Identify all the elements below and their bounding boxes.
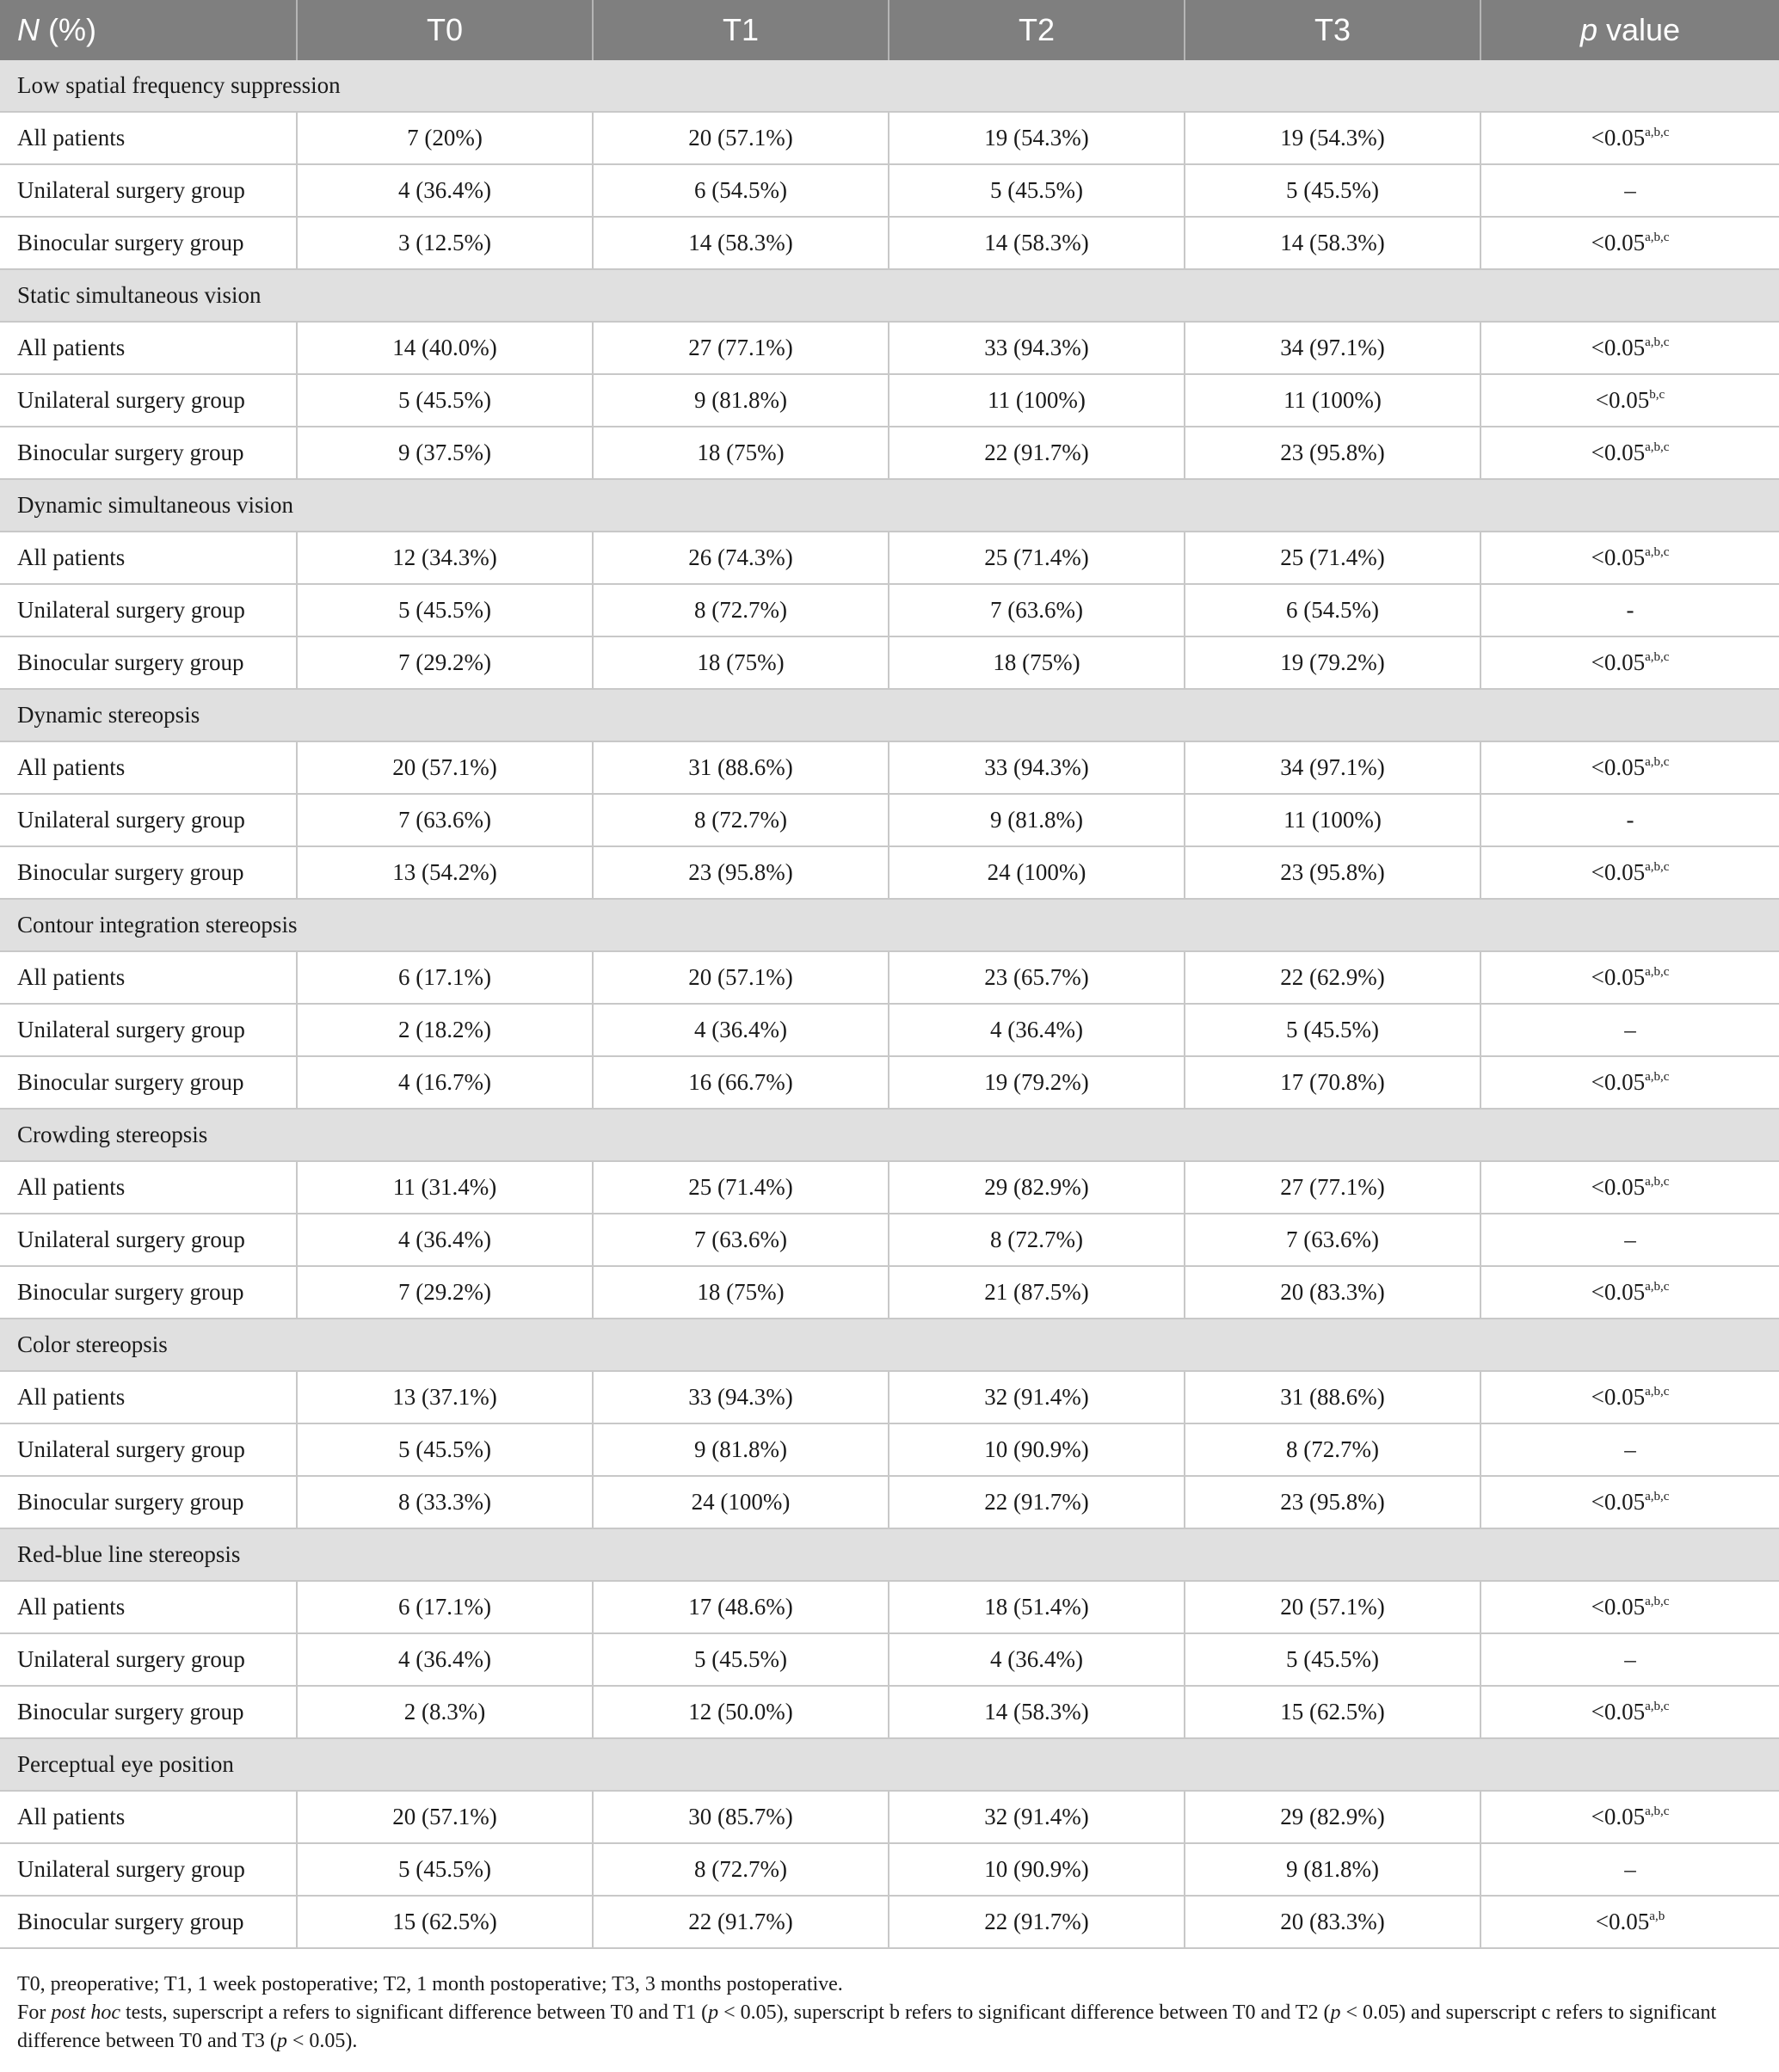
cell-p-value (1480, 584, 1779, 636)
p-value-text: <0.05 (1591, 1069, 1646, 1095)
cell-t0: 8 (33.3%) (297, 1476, 593, 1528)
table-header (0, 0, 1779, 60)
cell-t2: 25 (71.4%) (889, 532, 1185, 584)
p-value-superscript: a,b,c (1645, 860, 1670, 874)
row-label: Binocular surgery group (0, 1266, 297, 1319)
row-label: Unilateral surgery group (0, 374, 297, 427)
p-value-superscript: a,b,c (1645, 126, 1670, 139)
cell-t0: 5 (45.5%) (297, 584, 593, 636)
cell-t3: 20 (83.3%) (1185, 1266, 1480, 1319)
section-title: Dynamic simultaneous vision (0, 479, 1779, 532)
table-row (0, 1476, 1779, 1528)
section-row (0, 899, 1779, 951)
cell-t1: 27 (77.1%) (593, 322, 889, 374)
row-label: All patients (0, 322, 297, 374)
section-row (0, 1528, 1779, 1581)
p-value-text: <0.05 (1591, 649, 1646, 675)
row-label: Binocular surgery group (0, 1476, 297, 1528)
cell-p-value (1480, 1266, 1779, 1319)
cell-t3: 6 (54.5%) (1185, 584, 1480, 636)
section-row (0, 60, 1779, 112)
cell-t3: 5 (45.5%) (1185, 1004, 1480, 1056)
cell-t2: 29 (82.9%) (889, 1161, 1185, 1214)
cell-p-value (1480, 217, 1779, 269)
cell-p-value (1480, 427, 1779, 479)
cell-t2: 11 (100%) (889, 374, 1185, 427)
p-value-superscript: a,b,c (1645, 1595, 1670, 1608)
section-title: Low spatial frequency suppression (0, 60, 1779, 112)
cell-t1: 7 (63.6%) (593, 1214, 889, 1266)
cell-t0: 7 (63.6%) (297, 794, 593, 846)
table-row (0, 584, 1779, 636)
row-label: Binocular surgery group (0, 1686, 297, 1738)
cell-p-value (1480, 112, 1779, 164)
p-value-text: <0.05 (1595, 1909, 1650, 1934)
table-row (0, 1686, 1779, 1738)
cell-t0: 9 (37.5%) (297, 427, 593, 479)
footnote-italic: p (276, 2030, 287, 2052)
cell-t0: 5 (45.5%) (297, 1843, 593, 1896)
cell-t2: 32 (91.4%) (889, 1791, 1185, 1843)
cell-t3: 25 (71.4%) (1185, 532, 1480, 584)
cell-t0: 6 (17.1%) (297, 1581, 593, 1633)
cell-t1: 8 (72.7%) (593, 584, 889, 636)
p-value-text: – (1624, 1856, 1636, 1882)
p-value-superscript: a,b,c (1645, 335, 1670, 349)
cell-t1: 8 (72.7%) (593, 1843, 889, 1896)
p-value-text: <0.05 (1595, 387, 1650, 413)
p-value-superscript: b,c (1649, 388, 1665, 402)
cell-t3: 19 (79.2%) (1185, 636, 1480, 689)
section-title: Static simultaneous vision (0, 269, 1779, 322)
table-row (0, 1161, 1779, 1214)
p-value-text: <0.05 (1591, 1594, 1646, 1620)
cell-p-value (1480, 1371, 1779, 1423)
p-value-superscript: a,b,c (1645, 1070, 1670, 1084)
cell-t3: 27 (77.1%) (1185, 1161, 1480, 1214)
table-row (0, 741, 1779, 794)
cell-t0: 7 (20%) (297, 112, 593, 164)
table-row (0, 112, 1779, 164)
section-row (0, 1109, 1779, 1161)
table-footnotes (0, 1971, 1779, 2056)
cell-t2: 32 (91.4%) (889, 1371, 1185, 1423)
cell-t1: 31 (88.6%) (593, 741, 889, 794)
cell-t2: 14 (58.3%) (889, 1686, 1185, 1738)
row-label: All patients (0, 1581, 297, 1633)
section-row (0, 479, 1779, 532)
cell-t0: 4 (36.4%) (297, 1633, 593, 1686)
cell-t1: 23 (95.8%) (593, 846, 889, 899)
row-label: All patients (0, 112, 297, 164)
cell-p-value (1480, 1581, 1779, 1633)
cell-p-value (1480, 1791, 1779, 1843)
table-row (0, 532, 1779, 584)
cell-t3: 23 (95.8%) (1185, 846, 1480, 899)
cell-p-value (1480, 1056, 1779, 1109)
footnote-text: < 0.05), superscript b refers to significant difference between T0 and T2 ( (718, 2001, 1331, 2024)
row-label: Binocular surgery group (0, 427, 297, 479)
cell-p-value (1480, 322, 1779, 374)
footnote-italic: p (1330, 2001, 1341, 2024)
table-row (0, 1214, 1779, 1266)
cell-t1: 18 (75%) (593, 1266, 889, 1319)
row-label: Unilateral surgery group (0, 1004, 297, 1056)
row-label: Binocular surgery group (0, 217, 297, 269)
cell-t3: 29 (82.9%) (1185, 1791, 1480, 1843)
p-value-text: <0.05 (1591, 1489, 1646, 1515)
header-t3: T3 (1185, 0, 1480, 60)
cell-t1: 26 (74.3%) (593, 532, 889, 584)
p-value-superscript: a,b,c (1645, 1385, 1670, 1399)
cell-t2: 19 (79.2%) (889, 1056, 1185, 1109)
cell-p-value (1480, 1843, 1779, 1896)
row-label: Binocular surgery group (0, 846, 297, 899)
row-label: Unilateral surgery group (0, 794, 297, 846)
cell-p-value (1480, 636, 1779, 689)
p-value-superscript: a,b,c (1645, 440, 1670, 454)
cell-t3: 20 (83.3%) (1185, 1896, 1480, 1948)
cell-t2: 10 (90.9%) (889, 1843, 1185, 1896)
p-value-text: <0.05 (1591, 440, 1646, 465)
cell-t1: 18 (75%) (593, 427, 889, 479)
table-row (0, 1896, 1779, 1948)
cell-t0: 2 (18.2%) (297, 1004, 593, 1056)
cell-t2: 22 (91.7%) (889, 427, 1185, 479)
cell-t2: 4 (36.4%) (889, 1004, 1185, 1056)
row-label: All patients (0, 1161, 297, 1214)
p-value-superscript: a,b,c (1645, 650, 1670, 664)
cell-t0: 13 (54.2%) (297, 846, 593, 899)
cell-t2: 21 (87.5%) (889, 1266, 1185, 1319)
table-row (0, 846, 1779, 899)
table-row (0, 1423, 1779, 1476)
cell-t1: 9 (81.8%) (593, 1423, 889, 1476)
cell-t1: 25 (71.4%) (593, 1161, 889, 1214)
cell-t3: 14 (58.3%) (1185, 217, 1480, 269)
cell-t1: 33 (94.3%) (593, 1371, 889, 1423)
cell-t3: 20 (57.1%) (1185, 1581, 1480, 1633)
footnote-text: < 0.05). (286, 2030, 358, 2052)
table-row (0, 164, 1779, 217)
section-row (0, 269, 1779, 322)
row-label: Unilateral surgery group (0, 1214, 297, 1266)
row-label: Binocular surgery group (0, 1056, 297, 1109)
cell-p-value (1480, 1423, 1779, 1476)
row-label: Unilateral surgery group (0, 1633, 297, 1686)
cell-t0: 20 (57.1%) (297, 1791, 593, 1843)
p-value-superscript: a,b,c (1645, 755, 1670, 769)
row-label: Unilateral surgery group (0, 584, 297, 636)
p-value-text: <0.05 (1591, 1279, 1646, 1305)
cell-t1: 22 (91.7%) (593, 1896, 889, 1948)
p-value-text: - (1626, 807, 1634, 833)
p-value-text: <0.05 (1591, 125, 1646, 151)
cell-t0: 4 (16.7%) (297, 1056, 593, 1109)
cell-p-value (1480, 1633, 1779, 1686)
p-value-superscript: a,b (1649, 1909, 1665, 1923)
cell-t0: 7 (29.2%) (297, 1266, 593, 1319)
cell-t1: 18 (75%) (593, 636, 889, 689)
section-title: Red-blue line stereopsis (0, 1528, 1779, 1581)
cell-t0: 4 (36.4%) (297, 164, 593, 217)
cell-p-value (1480, 1161, 1779, 1214)
cell-t2: 4 (36.4%) (889, 1633, 1185, 1686)
header-p-suffix: value (1597, 12, 1681, 47)
section-title: Contour integration stereopsis (0, 899, 1779, 951)
p-value-superscript: a,b,c (1645, 965, 1670, 979)
cell-t2: 10 (90.9%) (889, 1423, 1185, 1476)
p-value-superscript: a,b,c (1645, 1280, 1670, 1294)
p-value-superscript: a,b,c (1645, 1700, 1670, 1713)
cell-t1: 4 (36.4%) (593, 1004, 889, 1056)
table-row (0, 1056, 1779, 1109)
section-title: Perceptual eye position (0, 1738, 1779, 1791)
header-n-italic: N (17, 12, 40, 47)
cell-t2: 22 (91.7%) (889, 1896, 1185, 1948)
p-value-text: <0.05 (1591, 1384, 1646, 1410)
cell-p-value (1480, 951, 1779, 1004)
cell-t2: 9 (81.8%) (889, 794, 1185, 846)
header-t0: T0 (297, 0, 593, 60)
table-row (0, 1371, 1779, 1423)
header-n-suffix: (%) (40, 12, 96, 47)
p-value-superscript: a,b,c (1645, 1175, 1670, 1189)
p-value-text: <0.05 (1591, 230, 1646, 255)
p-value-text: <0.05 (1591, 1804, 1646, 1829)
cell-t1: 5 (45.5%) (593, 1633, 889, 1686)
row-label: Unilateral surgery group (0, 1843, 297, 1896)
section-title: Dynamic stereopsis (0, 689, 1779, 741)
table-row (0, 951, 1779, 1004)
cell-t0: 5 (45.5%) (297, 1423, 593, 1476)
cell-t3: 34 (97.1%) (1185, 741, 1480, 794)
cell-t0: 20 (57.1%) (297, 741, 593, 794)
cell-t0: 5 (45.5%) (297, 374, 593, 427)
cell-t2: 19 (54.3%) (889, 112, 1185, 164)
cell-p-value (1480, 1214, 1779, 1266)
section-row (0, 1319, 1779, 1371)
cell-t2: 14 (58.3%) (889, 217, 1185, 269)
cell-t0: 14 (40.0%) (297, 322, 593, 374)
footnote-italic: p (708, 2001, 719, 2024)
cell-t1: 30 (85.7%) (593, 1791, 889, 1843)
p-value-text: – (1624, 1436, 1636, 1462)
cell-t0: 6 (17.1%) (297, 951, 593, 1004)
header-p-value (1480, 0, 1779, 60)
cell-p-value (1480, 1896, 1779, 1948)
header-t1: T1 (593, 0, 889, 60)
header-row (0, 0, 1779, 60)
cell-t3: 8 (72.7%) (1185, 1423, 1480, 1476)
cell-t3: 19 (54.3%) (1185, 112, 1480, 164)
cell-p-value (1480, 794, 1779, 846)
footnote-abbreviations: T0, preoperative; T1, 1 week postoperative; T2, 1 month postoperative; T3, 3 months postoperative. (17, 1973, 843, 1995)
p-value-superscript: a,b,c (1645, 545, 1670, 559)
cell-t0: 4 (36.4%) (297, 1214, 593, 1266)
cell-t2: 8 (72.7%) (889, 1214, 1185, 1266)
cell-t2: 22 (91.7%) (889, 1476, 1185, 1528)
cell-t3: 5 (45.5%) (1185, 1633, 1480, 1686)
cell-t1: 24 (100%) (593, 1476, 889, 1528)
cell-t1: 6 (54.5%) (593, 164, 889, 217)
row-label: All patients (0, 532, 297, 584)
cell-t3: 7 (63.6%) (1185, 1214, 1480, 1266)
header-p-italic: p (1579, 12, 1597, 47)
p-value-text: <0.05 (1591, 335, 1646, 360)
row-label: Binocular surgery group (0, 1896, 297, 1948)
cell-t3: 34 (97.1%) (1185, 322, 1480, 374)
cell-t0: 11 (31.4%) (297, 1161, 593, 1214)
cell-t0: 12 (34.3%) (297, 532, 593, 584)
cell-t2: 7 (63.6%) (889, 584, 1185, 636)
header-t2: T2 (889, 0, 1185, 60)
cell-t3: 23 (95.8%) (1185, 1476, 1480, 1528)
table-row (0, 217, 1779, 269)
cell-t1: 14 (58.3%) (593, 217, 889, 269)
cell-t1: 12 (50.0%) (593, 1686, 889, 1738)
cell-p-value (1480, 1476, 1779, 1528)
table-body (0, 60, 1779, 1948)
p-value-text: <0.05 (1591, 544, 1646, 570)
footnote-italic: post hoc (51, 2001, 121, 2024)
table-row (0, 1843, 1779, 1896)
p-value-text: – (1624, 1227, 1636, 1252)
cell-t2: 33 (94.3%) (889, 322, 1185, 374)
cell-p-value (1480, 164, 1779, 217)
row-label: All patients (0, 1371, 297, 1423)
p-value-superscript: a,b,c (1645, 1805, 1670, 1818)
p-value-text: – (1624, 177, 1636, 203)
cell-t2: 18 (75%) (889, 636, 1185, 689)
p-value-text: <0.05 (1591, 754, 1646, 780)
cell-t2: 23 (65.7%) (889, 951, 1185, 1004)
table-row (0, 1791, 1779, 1843)
cell-p-value (1480, 374, 1779, 427)
cell-t2: 18 (51.4%) (889, 1581, 1185, 1633)
row-label: All patients (0, 741, 297, 794)
cell-p-value (1480, 1686, 1779, 1738)
footnote-post-hoc (17, 1999, 1779, 2056)
p-value-text: <0.05 (1591, 964, 1646, 990)
row-label: All patients (0, 951, 297, 1004)
cell-t3: 22 (62.9%) (1185, 951, 1480, 1004)
footnote-text: tests, superscript a refers to significant difference between T0 and T1 ( (120, 2001, 709, 2024)
cell-t0: 13 (37.1%) (297, 1371, 593, 1423)
table-row (0, 636, 1779, 689)
cell-t2: 5 (45.5%) (889, 164, 1185, 217)
cell-t1: 9 (81.8%) (593, 374, 889, 427)
footnote-text: For (17, 2001, 52, 2024)
cell-t1: 17 (48.6%) (593, 1581, 889, 1633)
row-label: Unilateral surgery group (0, 164, 297, 217)
table-row (0, 427, 1779, 479)
section-row (0, 1738, 1779, 1791)
cell-t3: 17 (70.8%) (1185, 1056, 1480, 1109)
cell-p-value (1480, 741, 1779, 794)
cell-p-value (1480, 1004, 1779, 1056)
p-value-text: <0.05 (1591, 859, 1646, 885)
p-value-superscript: a,b,c (1645, 1490, 1670, 1503)
section-title: Color stereopsis (0, 1319, 1779, 1371)
p-value-text: – (1624, 1646, 1636, 1672)
cell-t2: 33 (94.3%) (889, 741, 1185, 794)
cell-t0: 15 (62.5%) (297, 1896, 593, 1948)
cell-p-value (1480, 532, 1779, 584)
section-title: Crowding stereopsis (0, 1109, 1779, 1161)
table-row (0, 1266, 1779, 1319)
p-value-text: <0.05 (1591, 1174, 1646, 1200)
header-n-percent (0, 0, 297, 60)
p-value-text: – (1624, 1017, 1636, 1042)
table-row (0, 794, 1779, 846)
cell-t0: 3 (12.5%) (297, 217, 593, 269)
cell-t3: 11 (100%) (1185, 374, 1480, 427)
cell-p-value (1480, 846, 1779, 899)
row-label: Unilateral surgery group (0, 1423, 297, 1476)
cell-t3: 15 (62.5%) (1185, 1686, 1480, 1738)
cell-t1: 20 (57.1%) (593, 951, 889, 1004)
row-label: All patients (0, 1791, 297, 1843)
p-value-text: - (1626, 597, 1634, 623)
table-row (0, 1004, 1779, 1056)
cell-t1: 20 (57.1%) (593, 112, 889, 164)
cell-t1: 8 (72.7%) (593, 794, 889, 846)
cell-t0: 2 (8.3%) (297, 1686, 593, 1738)
cell-t3: 31 (88.6%) (1185, 1371, 1480, 1423)
cell-t3: 11 (100%) (1185, 794, 1480, 846)
table-row (0, 374, 1779, 427)
row-label: Binocular surgery group (0, 636, 297, 689)
cell-t1: 16 (66.7%) (593, 1056, 889, 1109)
footnote-text: < 0.05) and superscript c refers to significant difference between T0 and T3 ( (17, 2001, 1717, 2052)
cell-t3: 5 (45.5%) (1185, 164, 1480, 217)
table-row (0, 322, 1779, 374)
p-value-superscript: a,b,c (1645, 231, 1670, 244)
cell-t2: 24 (100%) (889, 846, 1185, 899)
table-row (0, 1633, 1779, 1686)
cell-t3: 9 (81.8%) (1185, 1843, 1480, 1896)
cell-t0: 7 (29.2%) (297, 636, 593, 689)
table-row (0, 1581, 1779, 1633)
section-row (0, 689, 1779, 741)
cell-t3: 23 (95.8%) (1185, 427, 1480, 479)
p-value-text: <0.05 (1591, 1699, 1646, 1725)
